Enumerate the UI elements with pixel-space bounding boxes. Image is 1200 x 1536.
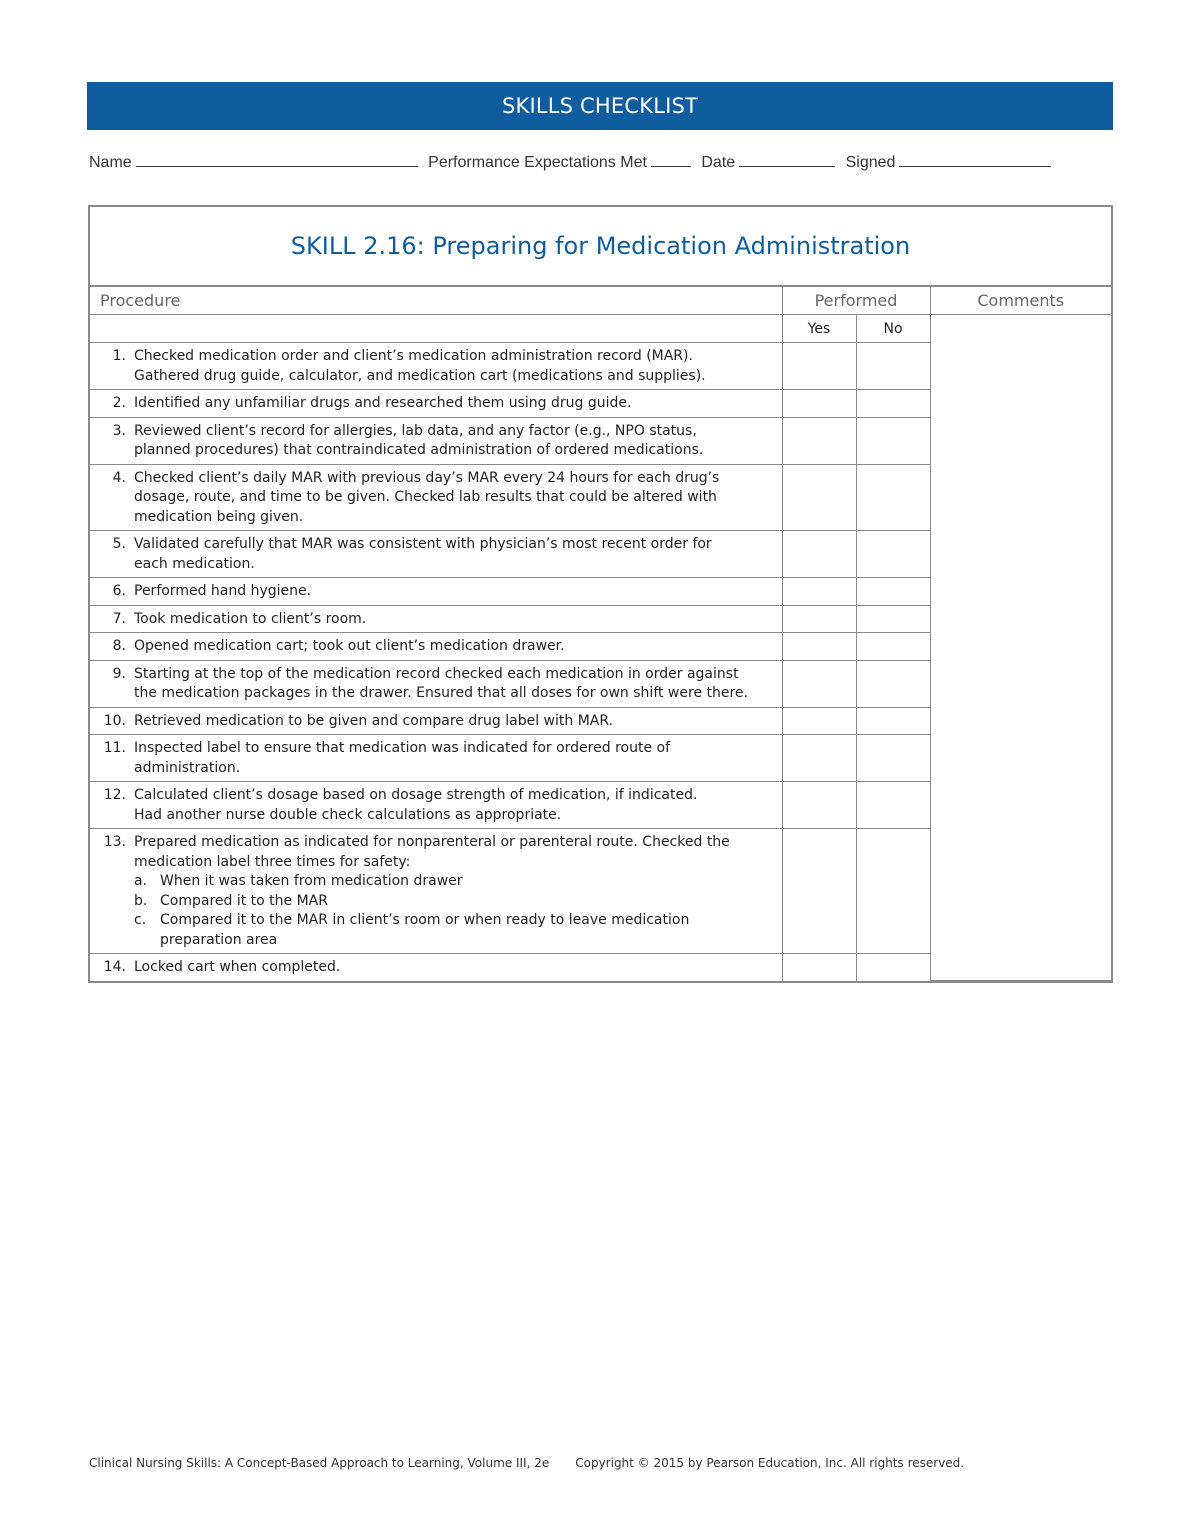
- page-footer: [89, 1456, 964, 1470]
- step-subitem: [134, 911, 774, 950]
- procedure-step: [90, 954, 782, 981]
- subitem-text: [160, 872, 463, 892]
- step-line: Starting at the top of the medication record checked each medication in order against: [134, 665, 739, 682]
- banner-title: SKILLS CHECKLIST: [501, 94, 699, 118]
- step-line: medication being given.: [134, 508, 304, 525]
- footer-copyright: Copyright © 2015 by Pearson Education, Inc. All rights reserved.: [575, 1456, 965, 1470]
- step-text: [134, 394, 774, 414]
- step-number: 14.: [103, 959, 126, 975]
- signature-line: [89, 154, 1113, 178]
- step-line: Opened medication cart; took out client’s medication drawer.: [134, 638, 565, 654]
- subitem-letter: a.: [134, 873, 148, 889]
- subitem-line: Compared it to the MAR: [160, 892, 328, 909]
- step-text: [134, 469, 774, 528]
- no-checkbox-cell[interactable]: [856, 464, 930, 531]
- skill-sheet: [88, 205, 1113, 983]
- procedure-step: [90, 633, 782, 661]
- subitem-line: preparation area: [160, 931, 278, 948]
- step-line: Had another nurse double check calculations as appropriate.: [134, 806, 562, 823]
- date-label: Date: [701, 154, 736, 171]
- step-line: Identified any unfamiliar drugs and researched them using drug guide.: [134, 395, 632, 411]
- no-checkbox-cell[interactable]: [856, 343, 930, 390]
- step-text: [134, 739, 774, 778]
- step-line: Validated carefully that MAR was consistent with physician’s most recent order for: [134, 536, 712, 552]
- yes-checkbox-cell[interactable]: [782, 531, 856, 578]
- step-line: Checked medication order and client’s medication administration record (MAR).: [134, 348, 693, 364]
- step-number: 2.: [112, 395, 126, 411]
- step-line: Inspected label to ensure that medication was indicated for ordered route of: [134, 740, 670, 756]
- date-field[interactable]: [739, 154, 835, 167]
- signed-field[interactable]: [899, 154, 1051, 167]
- procedure-step: [90, 782, 782, 829]
- yes-checkbox-cell[interactable]: [782, 390, 856, 418]
- no-checkbox-cell[interactable]: [856, 390, 930, 418]
- step-line: Calculated client’s dosage based on dosage strength of medication, if indicated.: [134, 787, 698, 803]
- step-line: each medication.: [134, 555, 255, 572]
- subitem-text: [160, 892, 328, 912]
- step-line: Locked cart when completed.: [134, 959, 341, 975]
- no-checkbox-cell[interactable]: [856, 417, 930, 464]
- yes-checkbox-cell[interactable]: [782, 343, 856, 390]
- step-number: 3.: [112, 422, 126, 439]
- procedure-step: [90, 417, 782, 464]
- subitem-text: [160, 911, 689, 950]
- step-text: [134, 535, 774, 574]
- step-text: [134, 786, 774, 825]
- step-text: [134, 833, 774, 950]
- performance-field[interactable]: [651, 154, 691, 167]
- yes-checkbox-cell[interactable]: [782, 417, 856, 464]
- step-number: 6.: [112, 583, 126, 599]
- signed-label: Signed: [845, 154, 896, 171]
- procedure-step: [90, 343, 782, 390]
- step-line: Reviewed client’s record for allergies, lab data, and any factor (e.g., NPO status,: [134, 422, 697, 439]
- step-line: medication label three times for safety:: [134, 853, 411, 870]
- performed-header: Performed: [782, 287, 930, 315]
- step-subitem: [134, 872, 774, 892]
- step-number: 11.: [103, 740, 126, 756]
- step-line: the medication packages in the drawer. Ensured that all doses for own shift were there.: [134, 685, 748, 701]
- step-line: Prepared medication as indicated for nonparenteral or parenteral route. Checked the: [134, 834, 730, 850]
- procedure-table: [90, 287, 1111, 981]
- name-field[interactable]: [136, 154, 418, 167]
- no-checkbox-cell[interactable]: [856, 829, 930, 954]
- no-checkbox-cell[interactable]: [856, 660, 930, 707]
- yes-checkbox-cell[interactable]: [782, 605, 856, 633]
- procedure-step: [90, 660, 782, 707]
- step-line: Performed hand hygiene.: [134, 583, 312, 599]
- step-number: 10.: [103, 712, 126, 729]
- step-line: Retrieved medication to be given and compare drug label with MAR.: [134, 712, 614, 729]
- yes-checkbox-cell[interactable]: [782, 829, 856, 954]
- step-text: [134, 958, 774, 978]
- subitem-letter: c.: [134, 912, 147, 928]
- yes-checkbox-cell[interactable]: [782, 707, 856, 735]
- step-line: dosage, route, and time to be given. Checked lab results that could be altered with: [134, 489, 717, 505]
- no-checkbox-cell[interactable]: [856, 954, 930, 981]
- step-line: administration.: [134, 759, 241, 776]
- step-number: 13.: [103, 834, 126, 850]
- comments-header: Comments: [930, 287, 1111, 315]
- step-text: [134, 665, 774, 704]
- step-subitem: [134, 892, 774, 912]
- subitem-line: When it was taken from medication drawer: [160, 873, 463, 889]
- yes-checkbox-cell[interactable]: [782, 633, 856, 661]
- yes-checkbox-cell[interactable]: [782, 578, 856, 606]
- subitem-letter: b.: [134, 892, 148, 909]
- procedure-step: [90, 464, 782, 531]
- procedure-step: [90, 735, 782, 782]
- no-checkbox-cell[interactable]: [856, 633, 930, 661]
- step-text: [134, 712, 774, 732]
- step-text: [134, 582, 774, 602]
- yes-checkbox-cell[interactable]: [782, 954, 856, 981]
- step-number: 4.: [112, 469, 126, 486]
- yes-checkbox-cell[interactable]: [782, 735, 856, 782]
- step-number: 8.: [112, 638, 126, 654]
- footer-book: Clinical Nursing Skills: A Concept-Based Approach to Learning, Volume III, 2e: [89, 1456, 550, 1470]
- procedure-header: Procedure: [90, 287, 782, 315]
- step-line: planned procedures) that contraindicated administration of ordered medications.: [134, 442, 704, 458]
- step-number: 9.: [112, 665, 126, 682]
- step-text: [134, 610, 774, 630]
- procedure-subheader-blank: [90, 315, 782, 343]
- procedure-step: [90, 605, 782, 633]
- step-number: 7.: [112, 610, 126, 627]
- step-number: 1.: [112, 348, 126, 364]
- performance-label: Performance Expectations Met: [428, 154, 647, 171]
- yes-header: Yes: [782, 315, 856, 343]
- yes-checkbox-cell[interactable]: [782, 782, 856, 829]
- step-line: Took medication to client’s room.: [134, 610, 367, 627]
- step-text: [134, 347, 774, 386]
- no-checkbox-cell[interactable]: [856, 578, 930, 606]
- no-checkbox-cell[interactable]: [856, 782, 930, 829]
- no-checkbox-cell[interactable]: [856, 605, 930, 633]
- subitem-line: Compared it to the MAR in client’s room or when ready to leave medication: [160, 912, 690, 928]
- skill-title: SKILL 2.16: Preparing for Medication Administration: [90, 207, 1111, 287]
- step-text: [134, 422, 774, 461]
- procedure-step: [90, 829, 782, 954]
- procedure-step: [90, 707, 782, 735]
- procedure-step: [90, 390, 782, 418]
- step-text: [134, 637, 774, 657]
- checklist-banner: [87, 82, 1113, 130]
- no-checkbox-cell[interactable]: [856, 735, 930, 782]
- name-label: Name: [89, 154, 132, 171]
- no-checkbox-cell[interactable]: [856, 707, 930, 735]
- procedure-step: [90, 578, 782, 606]
- comments-cell[interactable]: [930, 315, 1111, 981]
- yes-checkbox-cell[interactable]: [782, 464, 856, 531]
- step-number: 5.: [112, 536, 126, 552]
- no-header: No: [856, 315, 930, 343]
- step-line: Checked client’s daily MAR with previous day’s MAR every 24 hours for each drug’s: [134, 469, 720, 486]
- no-checkbox-cell[interactable]: [856, 531, 930, 578]
- yes-checkbox-cell[interactable]: [782, 660, 856, 707]
- step-number: 12.: [103, 787, 126, 803]
- step-line: Gathered drug guide, calculator, and medication cart (medications and supplies).: [134, 367, 706, 384]
- procedure-step: [90, 531, 782, 578]
